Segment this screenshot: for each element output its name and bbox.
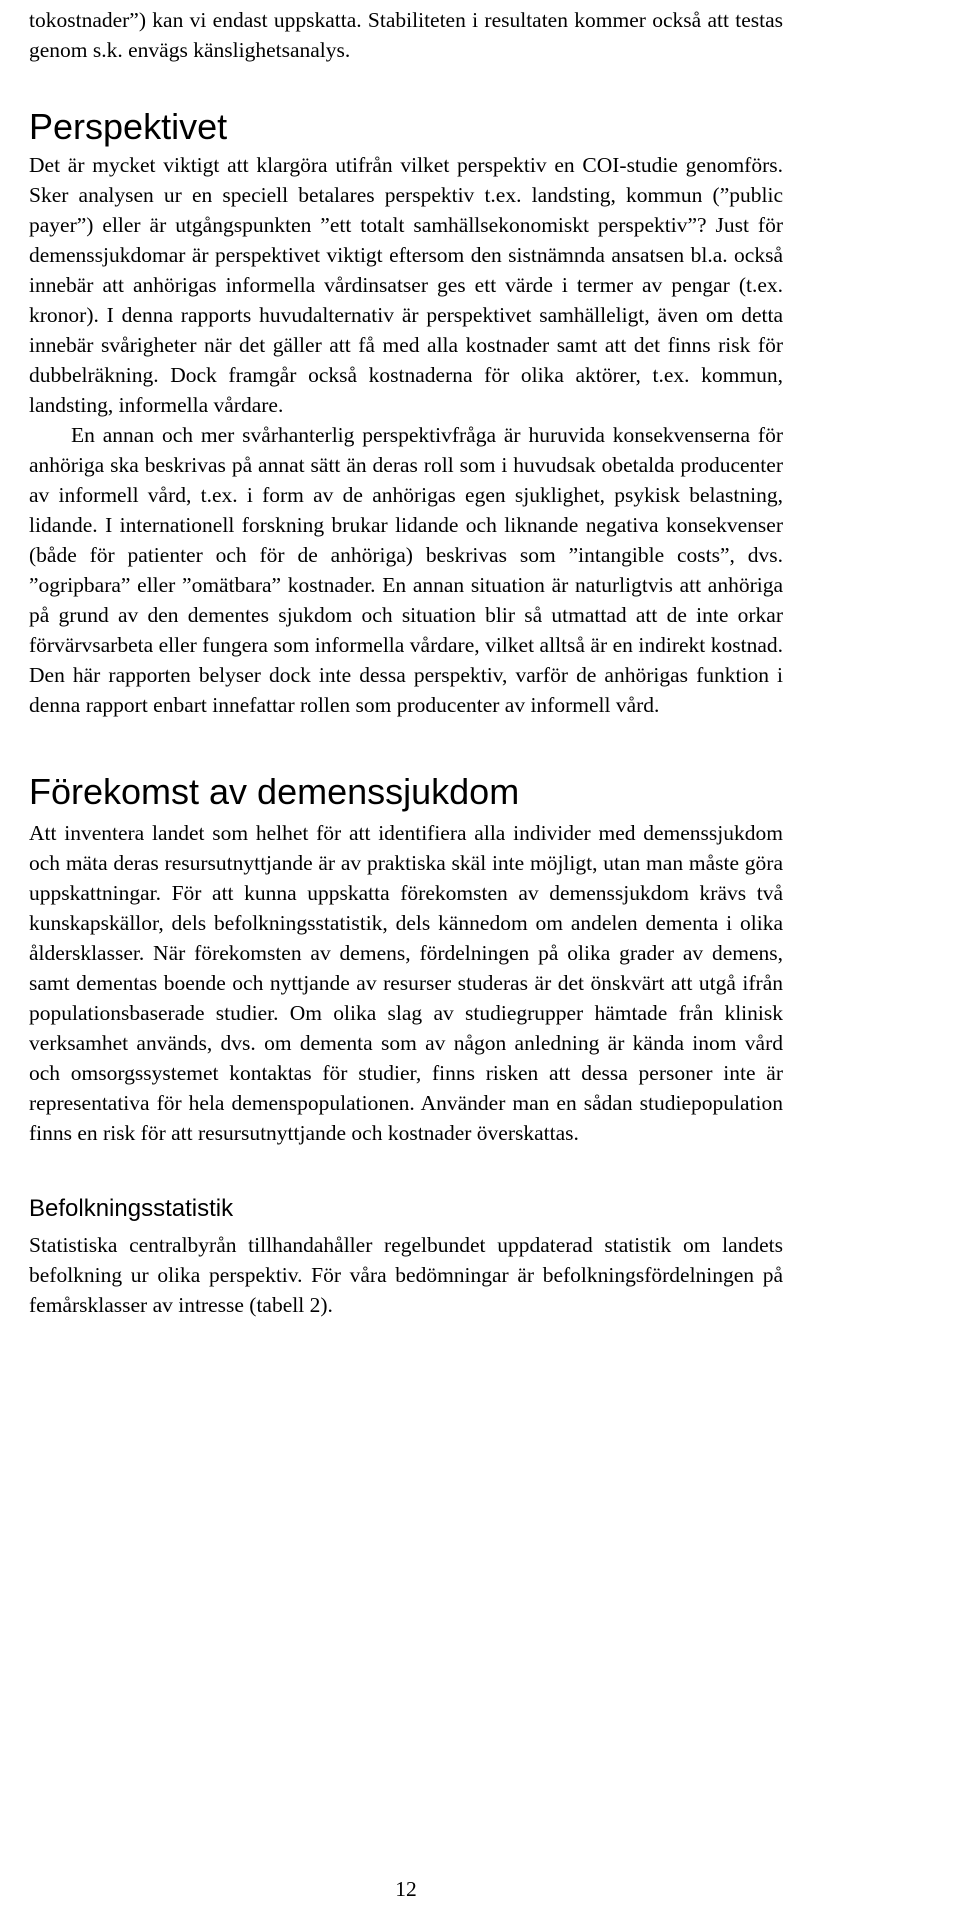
subsection-heading-befolkningsstatistik: Befolkningsstatistik <box>29 1195 234 1222</box>
document-page <box>29 0 783 1920</box>
forekomst-paragraph-1: Att inventera landet som helhet för att identifiera alla individer med demenssjukdom och mäta deras resursutnyttjande är av praktiska skäl inte möjligt, utan man måste göra uppskattningar. För att kunna uppskatta förekomsten av demenssjukdom krävs två kunskapskällor, dels befolkningsstatistik, dels kännedom om andelen dementa i olika åldersklasser. När förekomsten av demens, fördelningen på olika grader av demens, samt dementas boende och nyttjande av resurser studeras är det önskvärt att utgå ifrån populationsbaserade studier. Om olika slag av studiegrupper hämtade från klinisk verksamhet används, dvs. om dementa som av någon anledning är kända inom vård och omsorgssystemet kontaktas för studier, finns risken att dessa personer inte är representativa för hela demenspopulationen. Använder man en sådan studiepopulation finns en risk för att resursutnyttjande och kostnader överskattas. <box>29 821 783 1145</box>
page-number: 12 <box>395 1877 417 1901</box>
befolkning-paragraph-1: Statistiska centralbyrån tillhandahåller regelbundet uppdaterad statistik om landets befolkning ur olika perspektiv. För våra bedömningar är befolkningsfördelningen på femårsklasser av intresse (tabell 2). <box>29 1233 783 1317</box>
intro-continuation-paragraph: tokostnader”) kan vi endast uppskatta. Stabiliteten i resultaten kommer också att testas genom s.k. envägs känslighetsanalys. <box>29 8 783 62</box>
perspektivet-paragraph-2: En annan och mer svårhanterlig perspektivfråga är huruvida konsekvenserna för anhöriga ska beskrivas på annat sätt än deras roll som i huvudsak obetalda producenter av informell vård, t.ex. i form av de anhörigas egen sjuklighet, psykisk belastning, lidande. I internationell forskning brukar lidande och liknande negativa konsekvenser (både för patienter och för de anhöriga) beskrivas som ”intangible costs”, dvs. ”ogripbara” eller ”omätbara” kostnader. En annan situation är naturligtvis att anhöriga på grund av den dementes sjukdom och situation blir så utmattad att de inte orkar förvärvsarbeta eller fungera som informella vårdare, vilket alltså är en indirekt kostnad. Den här rapporten belyser dock inte dessa perspektiv, varför de anhörigas funktion i denna rapport enbart innefattar rollen som producenter av informell vård. <box>29 423 783 717</box>
section-heading-perspektivet: Perspektivet <box>29 106 228 147</box>
perspektivet-paragraph-1: Det är mycket viktigt att klargöra utifrån vilket perspektiv en COI-studie genomförs. Sker analysen ur en speciell betalares perspektiv t.ex. landsting, kommun (”public payer”) eller är utgångspunkten ”ett totalt samhällsekonomiskt perspektiv”? Just för demenssjukdomar är perspektivet viktigt eftersom den sistnämnda ansatsen bl.a. också innebär att anhörigas informella vårdinsatser ges ett värde i termer av pengar (t.ex. kronor). I denna rapports huvudalternativ är perspektivet samhälleligt, även om detta innebär svårigheter när det gäller att få med alla kostnader samt att det finns risk för dubbelräkning. Dock framgår också kostnaderna för olika aktörer, t.ex. kommun, landsting, informella vårdare. <box>29 153 783 417</box>
section-heading-forekomst: Förekomst av demenssjukdom <box>29 771 520 812</box>
